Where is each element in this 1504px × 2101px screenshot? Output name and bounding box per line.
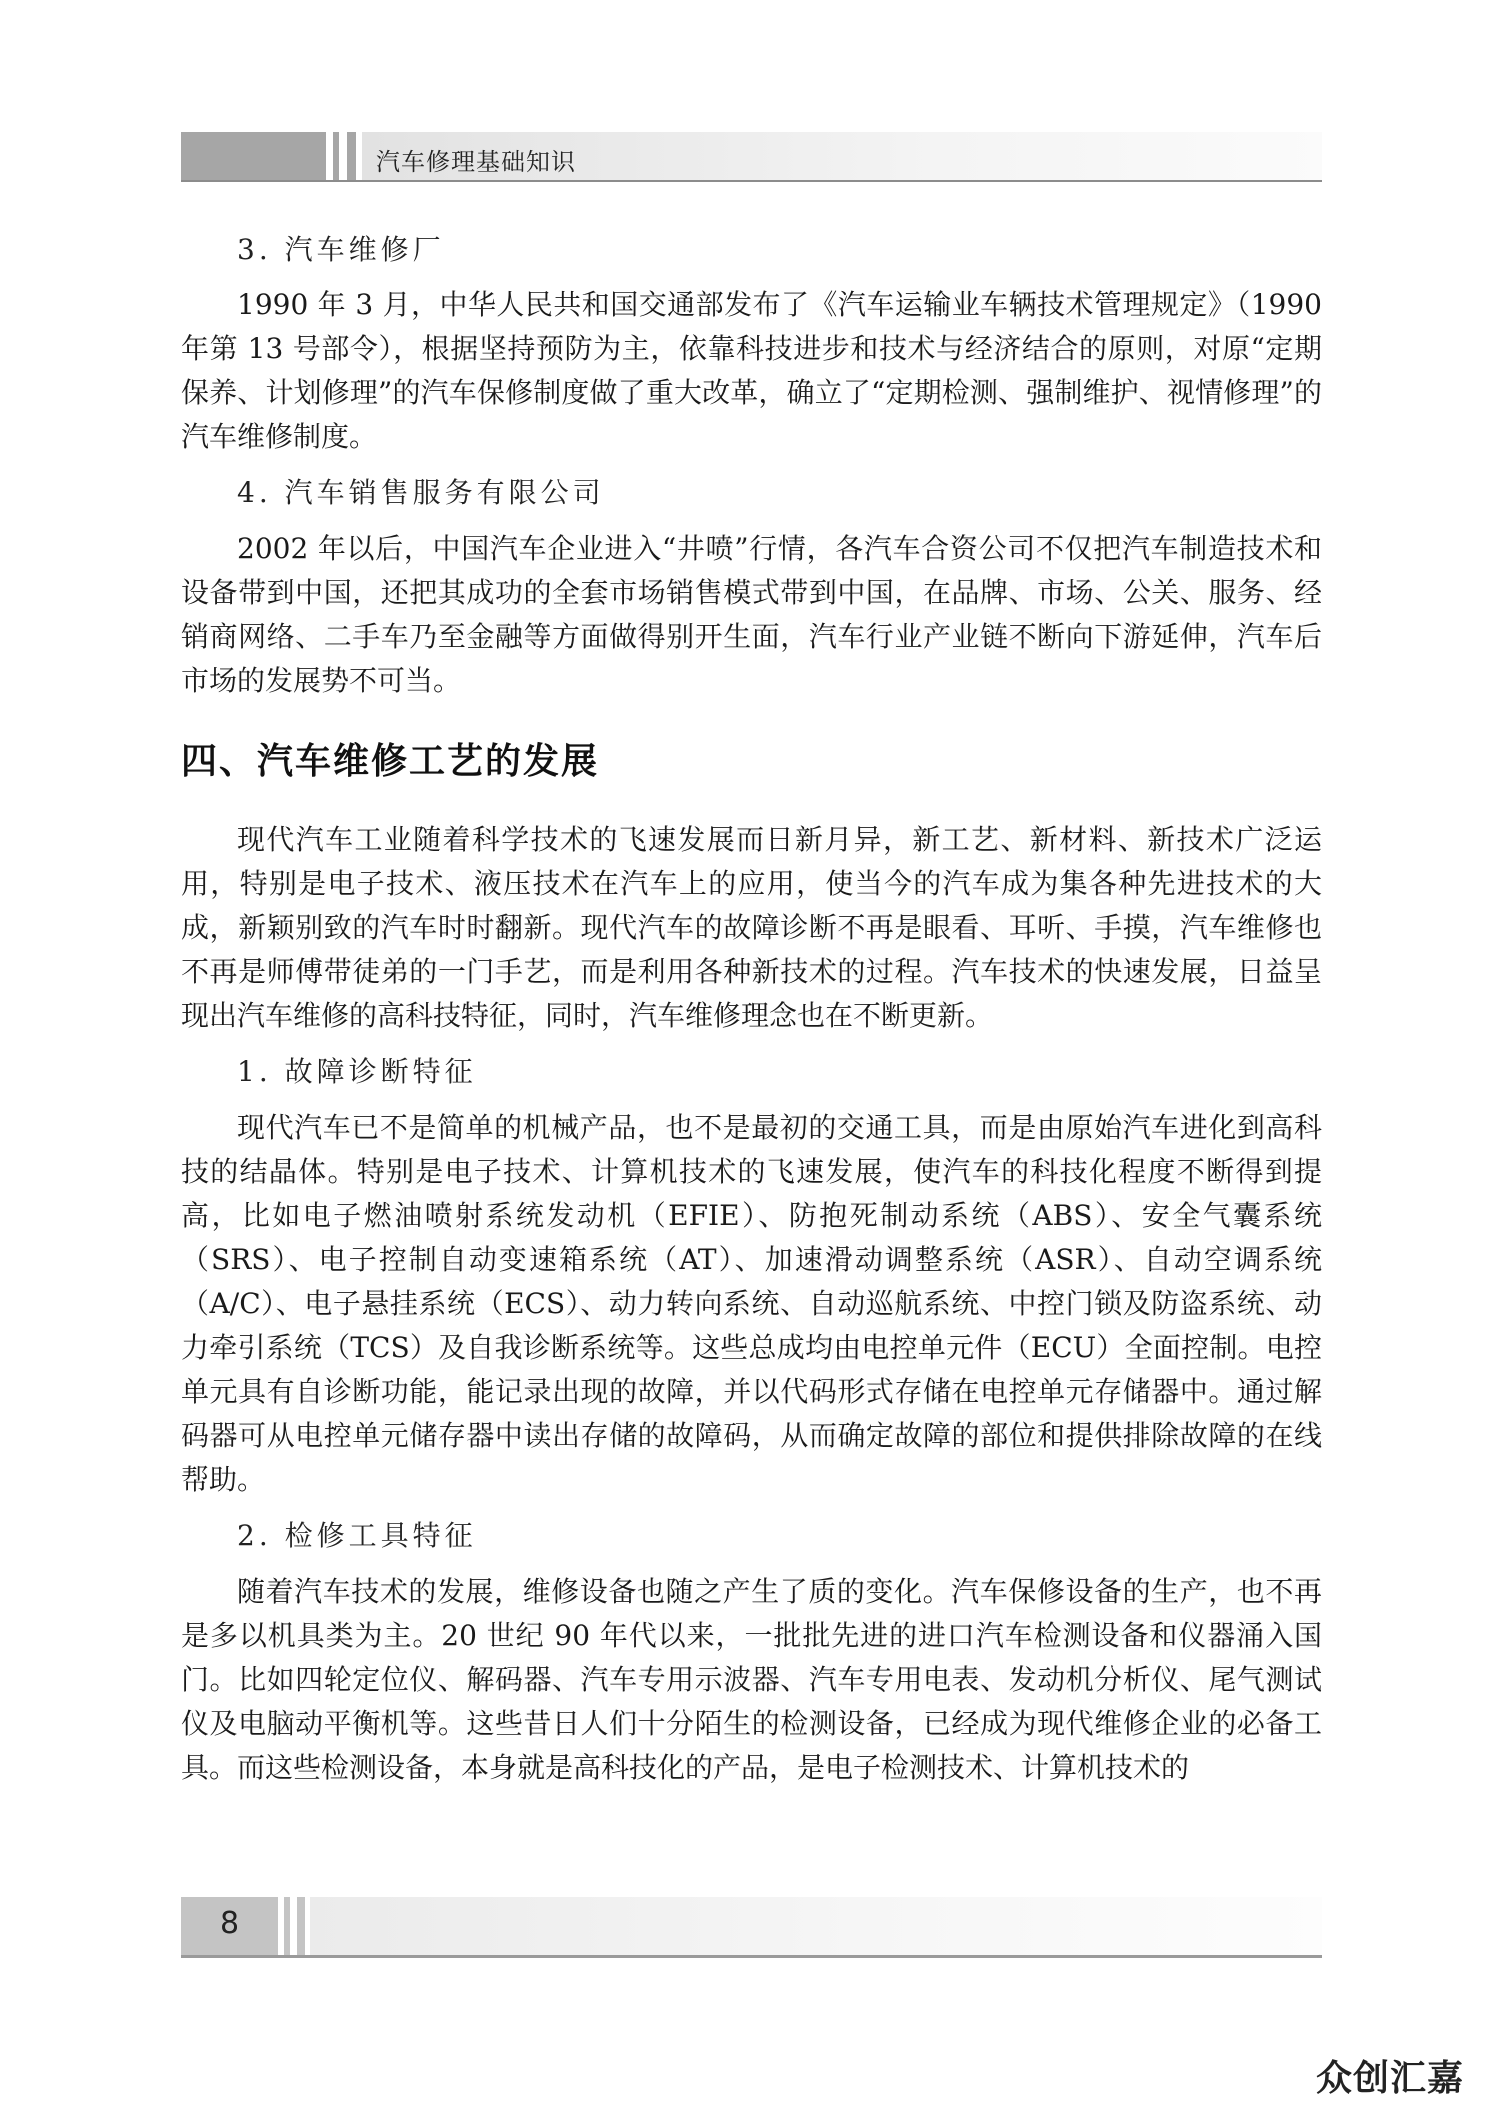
paragraph: 现代汽车工业随着科学技术的飞速发展而日新月异，新工艺、新材料、新技术广泛运用，特别是电子技术、液压技术在汽车上的应用，使当今的汽车成为集各种先进技术的大成，新颖别致的汽车时时翻新。现代汽车的故障诊断不再是眼看、耳听、手摸，汽车维修也不再是师傅带徒弟的一门手艺，而是利用各种新技术的过程。汽车技术的快速发展，日益呈现出汽车维修的高科技特征，同时，汽车维修理念也在不断更新。 bbox=[181, 823, 1322, 1032]
subheading: 4. 汽车销售服务有限公司 bbox=[237, 476, 605, 509]
header-gray-block bbox=[181, 132, 326, 180]
paragraph: 随着汽车技术的发展，维修设备也随之产生了质的变化。汽车保修设备的生产，也不再是多以机具类为主。20 世纪 90 年代以来，一批批先进的进口汽车检测设备和仪器涌入国门。比如四轮定位仪、解码器、汽车专用示波器、汽车专用电表、发动机分析仪、尾气测试仪及电脑动平衡机等。这些昔日人们十分陌生的检测设备，已经成为现代维修企业的必备工具。而这些检测设备，本身就是高科技化的产品，是电子检测技术、计算机技术的 bbox=[181, 1575, 1322, 1784]
page-number: 8 bbox=[219, 1906, 240, 1941]
paragraph: 现代汽车已不是简单的机械产品，也不是最初的交通工具，而是由原始汽车进化到高科技的结晶体。特别是电子技术、计算机技术的飞速发展，使汽车的科技化程度不断得到提高，比如电子燃油喷射系统发动机（EFIE）、防抱死制动系统（ABS）、安全气囊系统（SRS）、电子控制自动变速箱系统（AT）、加速滑动调整系统（ASR）、自动空调系统（A/C）、电子悬挂系统（ECS）、动力转向系统、自动巡航系统、中控门锁及防盗系统、动力牵引系统（TCS）及自我诊断系统等。这些总成均由电控单元件（ECU）全面控制。电控单元具有自诊断功能，能记录出现的故障，并以代码形式存储在电控单元存储器中。通过解码器可从电控单元储存器中读出存储的故障码，从而确定故障的部位和提供排除故障的在线帮助。 bbox=[181, 1111, 1322, 1496]
running-header-title: 汽车修理基础知识 bbox=[376, 148, 576, 176]
header-rule bbox=[181, 180, 1322, 182]
header-divider-bar bbox=[347, 132, 356, 180]
subheading: 1. 故障诊断特征 bbox=[237, 1055, 477, 1088]
footer-divider-bar bbox=[284, 1897, 290, 1955]
footer-band bbox=[310, 1897, 1322, 1955]
paragraph: 1990 年 3 月，中华人民共和国交通部发布了《汽车运输业车辆技术管理规定》（1990 年第 13 号部令），根据坚持预防为主，依靠科技进步和技术与经济结合的原则，对原“定期保养、计划修理”的汽车保修制度做了重大改革，确立了“定期检测、强制维护、视情修理”的汽车维修制度。 bbox=[181, 288, 1322, 453]
subheading: 3. 汽车维修厂 bbox=[237, 233, 445, 266]
subheading: 2. 检修工具特征 bbox=[237, 1519, 477, 1552]
paragraph: 2002 年以后，中国汽车企业进入“井喷”行情，各汽车合资公司不仅把汽车制造技术和设备带到中国，还把其成功的全套市场销售模式带到中国，在品牌、市场、公关、服务、经销商网络、二手车乃至金融等方面做得别开生面，汽车行业产业链不断向下游延伸，汽车后市场的发展势不可当。 bbox=[181, 532, 1322, 697]
header-divider-bar bbox=[333, 132, 339, 180]
footer-divider-bar bbox=[297, 1897, 305, 1955]
page-body bbox=[181, 228, 1322, 1790]
section-heading: 四、汽车维修工艺的发展 bbox=[181, 741, 600, 782]
watermark-logo: 众创汇嘉 bbox=[1316, 2058, 1465, 2099]
footer-rule bbox=[181, 1955, 1322, 1958]
